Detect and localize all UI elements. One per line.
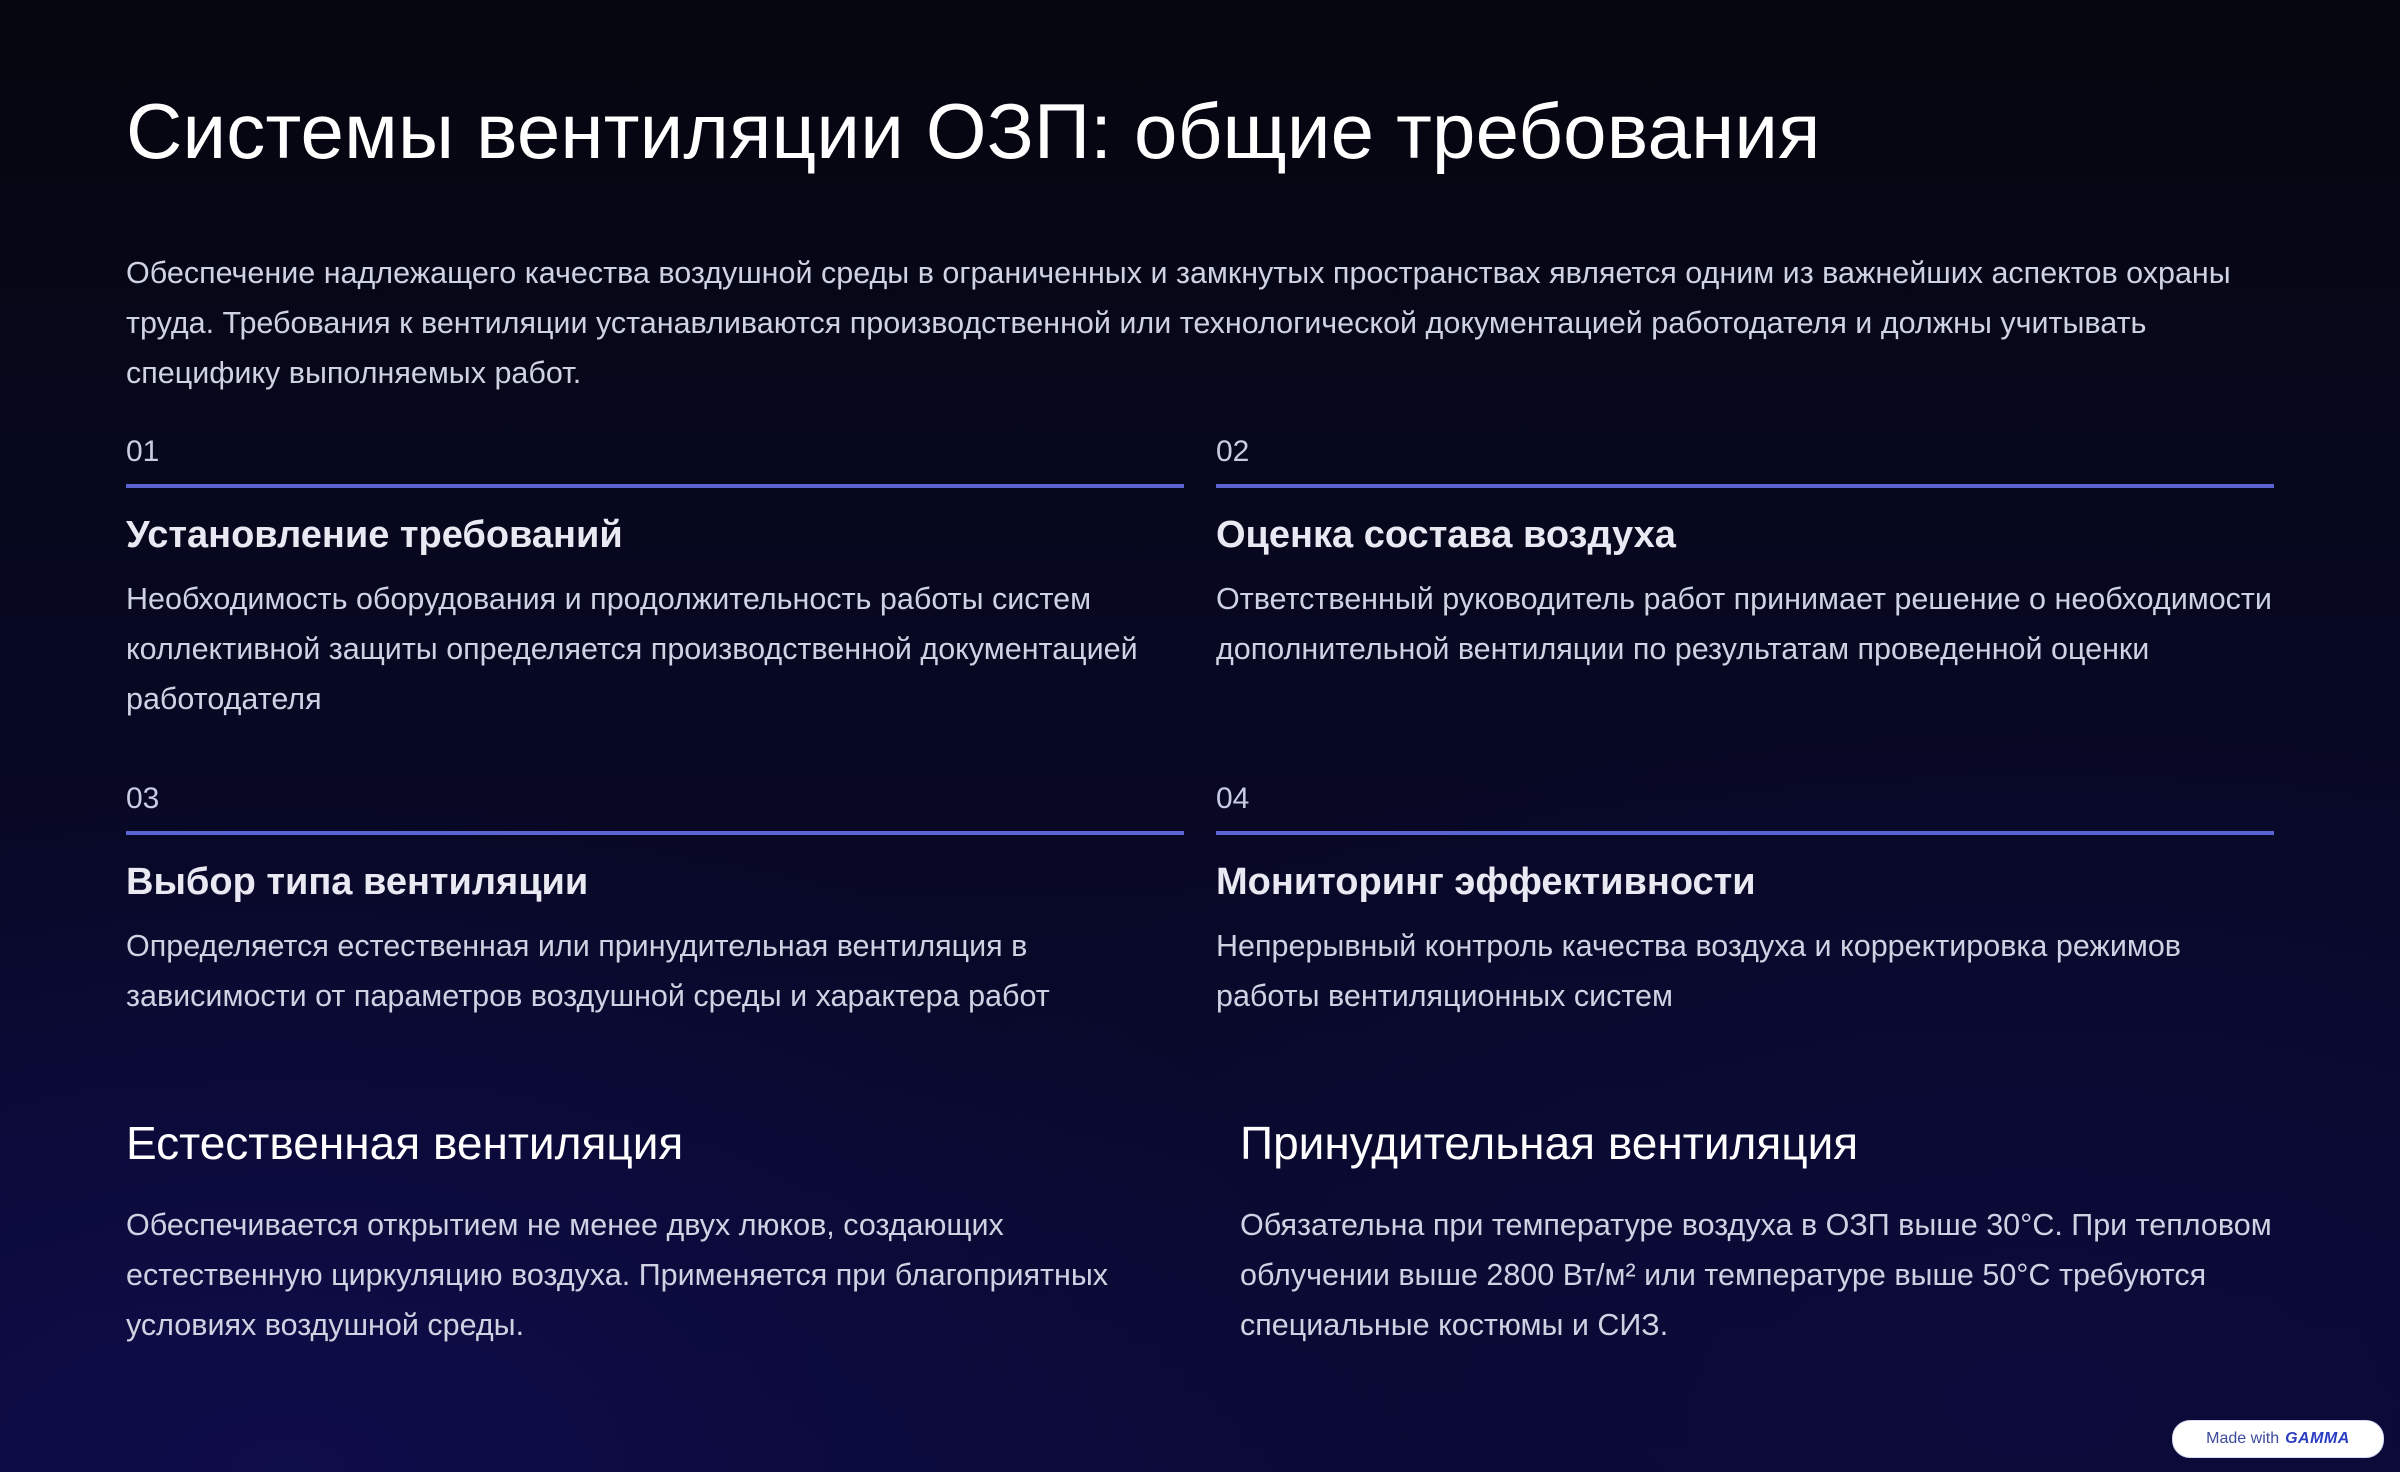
section-title: Естественная вентиляция	[126, 1117, 684, 1169]
step-04	[1216, 777, 2274, 1021]
badge-prefix: Made with	[2206, 1430, 2280, 1447]
step-divider	[126, 484, 1184, 488]
step-03	[126, 777, 1184, 1021]
natural-ventilation-section	[126, 1110, 1166, 1350]
slide	[126, 0, 2276, 1472]
step-text: Необходимость оборудования и продолжительность работы систем коллективной защиты определяется производственной документацией работодателя	[126, 582, 1138, 716]
page-title: Системы вентиляции ОЗП: общие требования	[126, 87, 1821, 175]
section-title: Принудительная вентиляция	[1240, 1117, 1859, 1169]
step-text: Непрерывный контроль качества воздуха и корректировка режимов работы вентиляционных систем	[1216, 929, 2182, 1013]
made-with-gamma-badge[interactable]	[2172, 1420, 2384, 1458]
step-text: Ответственный руководитель работ принимает решение о необходимости дополнительной вентиляции по результатам проведенной оценки	[1216, 582, 2272, 666]
step-number: 02	[1216, 435, 1250, 468]
step-divider	[1216, 484, 2274, 488]
step-02	[1216, 430, 2274, 674]
section-text: Обязательна при температуре воздуха в ОЗП выше 30°C. При тепловом облучении выше 2800 Вт/м² или температуре выше 50°C требуются специальные костюмы и СИЗ.	[1240, 1208, 2272, 1342]
step-number: 04	[1216, 782, 1250, 815]
gamma-logo: GAMMA	[2285, 1430, 2350, 1447]
step-text: Определяется естественная или принудительная вентиляция в зависимости от параметров воздушной среды и характера работ	[126, 929, 1050, 1013]
step-title: Выбор типа вентиляции	[126, 861, 589, 903]
step-divider	[1216, 831, 2274, 835]
step-title: Установление требований	[126, 514, 623, 556]
step-divider	[126, 831, 1184, 835]
section-text: Обеспечивается открытием не менее двух люков, создающих естественную циркуляцию воздуха. Применяется при благоприятных условиях воздушной среды.	[126, 1208, 1109, 1342]
step-title: Мониторинг эффективности	[1216, 861, 1756, 903]
step-number: 01	[126, 435, 160, 468]
step-title: Оценка состава воздуха	[1216, 514, 1676, 556]
intro-paragraph: Обеспечение надлежащего качества воздушной среды в ограниченных и замкнутых пространствах является одним из важнейших аспектов охраны труда. Требования к вентиляции устанавливаются производственной или технологической документацией работодателя и должны учитывать специфику выполняемых работ.	[126, 256, 2231, 390]
step-01	[126, 430, 1184, 724]
step-number: 03	[126, 782, 160, 815]
forced-ventilation-section	[1240, 1110, 2276, 1350]
